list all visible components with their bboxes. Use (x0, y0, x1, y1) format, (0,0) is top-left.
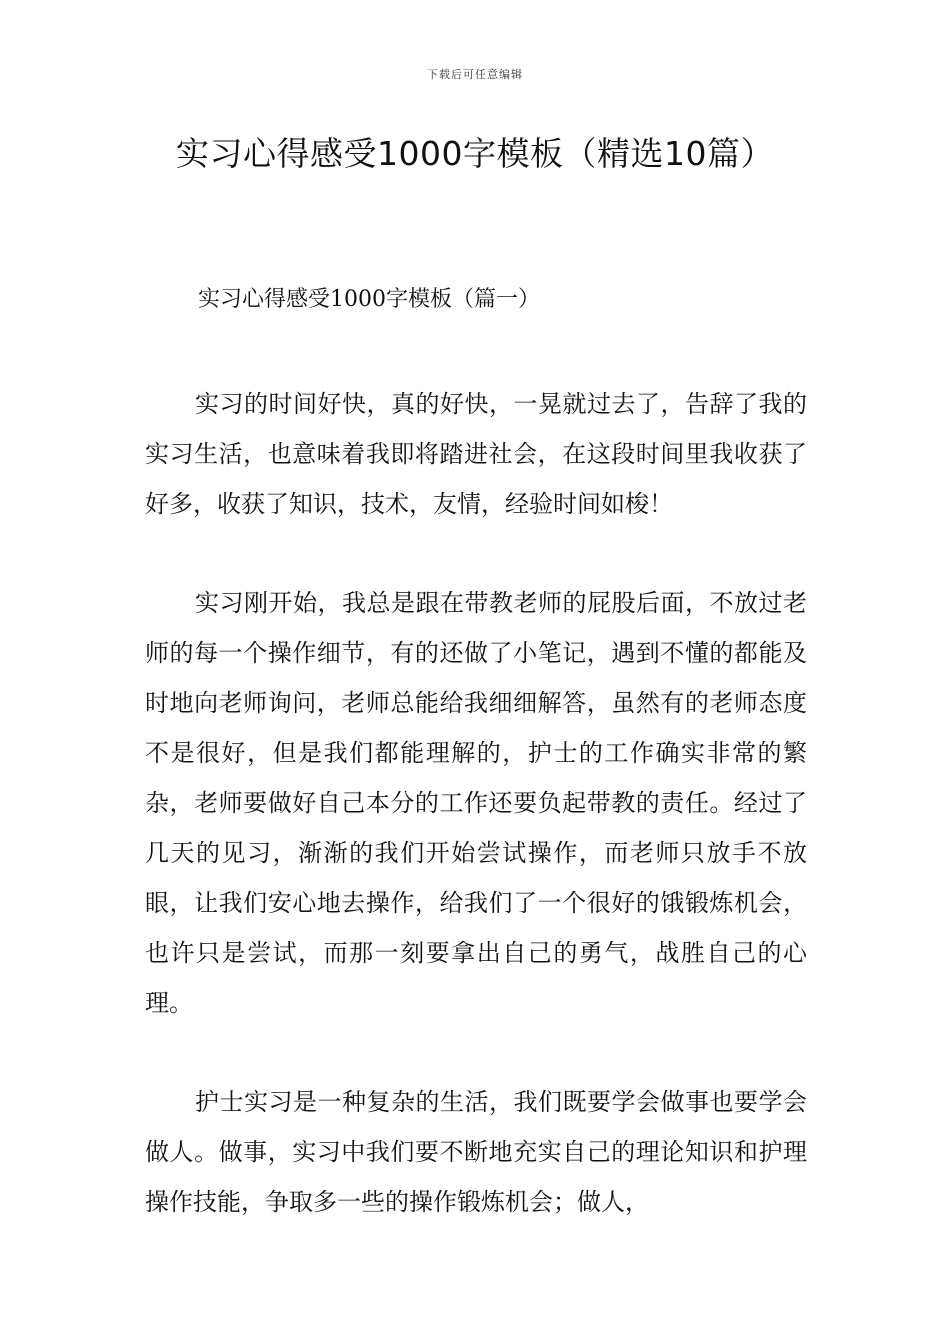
paragraph-3: 护士实习是一种复杂的生活，我们既要学会做事也要学会做人。做事，实习中我们要不断地充实自己的理论知识和护理操作技能，争取多一些的操作锻炼机会；做人， (145, 1088, 807, 1216)
paragraph-2: 实习刚开始，我总是跟在带教老师的屁股后面，不放过老师的每一个操作细节，有的还做了小笔记，遇到不懂的都能及时地向老师询问，老师总能给我细细解答，虽然有的老师态度不是很好，但是我们都能理解的，护士的工作确实非常的繁杂，老师要做好自己本分的工作还要负起带教的责任。经过了几天的见习，渐渐的我们开始尝试操作，而老师只放手不放眼，让我们安心地去操作，给我们了一个很好的饿锻炼机会，也许只是尝试，而那一刻要拿出自己的勇气，战胜自己的心理。 (145, 589, 807, 1017)
section-heading: 实习心得感受1000字模板（篇一） (198, 287, 540, 312)
document-body (145, 282, 807, 1276)
document-title: 实习心得感受1000字模板（精选10篇） (176, 134, 774, 173)
paragraph-1: 实习的时间好快，真的好快，一晃就过去了，告辞了我的实习生活，也意味着我即将踏进社会，在这段时间里我收获了好多，收获了知识，技术，友情，经验时间如梭！ (145, 390, 807, 518)
header-note: 下载后可任意编辑 (427, 68, 523, 81)
